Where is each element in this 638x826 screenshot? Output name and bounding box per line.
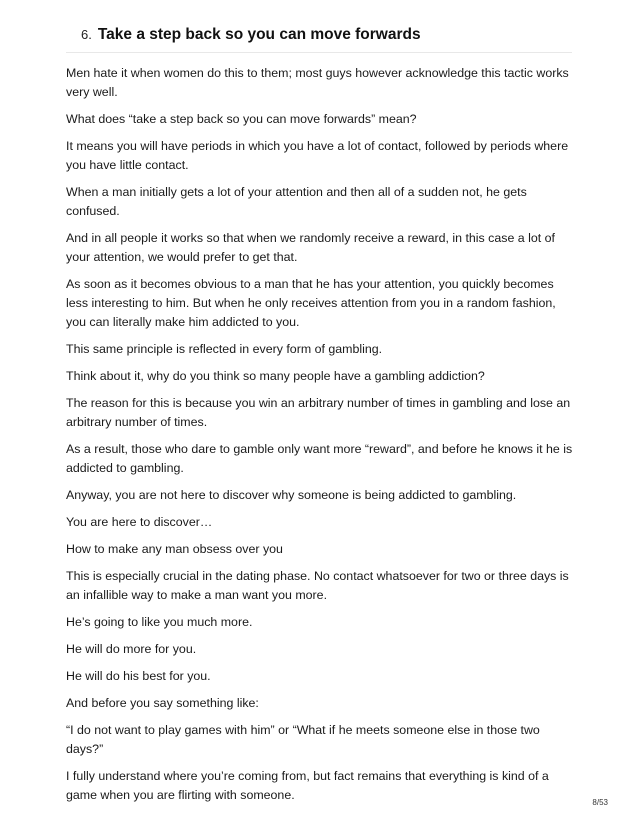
- paragraph: Think about it, why do you think so many people have a gambling addiction?: [66, 369, 485, 383]
- paragraph: And in all people it works so that when we randomly receive a reward, in this case a lot of your attention, we would prefer to get that.: [66, 231, 555, 264]
- paragraph: He’s going to like you much more.: [66, 615, 253, 629]
- paragraph: And before you say something like:: [66, 696, 259, 710]
- paragraph: He will do his best for you.: [66, 669, 211, 683]
- paragraph: “I do not want to play games with him” or “What if he meets someone else in those two days?”: [66, 723, 540, 756]
- paragraph: What does “take a step back so you can move forwards” mean?: [66, 112, 417, 126]
- paragraph: You are here to discover…: [66, 515, 213, 529]
- paragraph: Anyway, you are not here to discover why someone is being addicted to gambling.: [66, 488, 517, 502]
- paragraph: I fully understand where you’re coming from, but fact remains that everything is kind of a game when you are flirting with someone.: [66, 769, 549, 802]
- heading-title: Take a step back so you can move forwards: [97, 26, 421, 43]
- section-heading: [81, 26, 571, 44]
- paragraph: It means you will have periods in which you have a lot of contact, followed by periods where you have little contact.: [66, 139, 569, 172]
- paragraph: This is especially crucial in the dating phase. No contact whatsoever for two or three days is an infallible way to make a man want you more.: [66, 569, 569, 602]
- paragraph: When a man initially gets a lot of your attention and then all of a sudden not, he gets confused.: [66, 185, 527, 218]
- paragraph: Men hate it when women do this to them; most guys however acknowledge this tactic works very well.: [66, 66, 569, 99]
- heading-number: 6.: [81, 27, 92, 42]
- body-text: [66, 64, 576, 813]
- paragraph: As soon as it becomes obvious to a man that he has your attention, you quickly becomes less interesting to him. But when he only receives attention from you in a random fashion, you can literally make him addicted to you.: [66, 277, 556, 329]
- paragraph: As a result, those who dare to gamble only want more “reward”, and before he knows it he is addicted to gambling.: [66, 442, 573, 475]
- paragraph: This same principle is reflected in every form of gambling.: [66, 342, 383, 356]
- page-number: 8/53: [592, 798, 608, 807]
- paragraph: How to make any man obsess over you: [66, 542, 283, 556]
- paragraph: The reason for this is because you win an arbitrary number of times in gambling and lose an arbitrary number of times.: [66, 396, 571, 429]
- paragraph: He will do more for you.: [66, 642, 197, 656]
- heading-divider: [66, 52, 572, 53]
